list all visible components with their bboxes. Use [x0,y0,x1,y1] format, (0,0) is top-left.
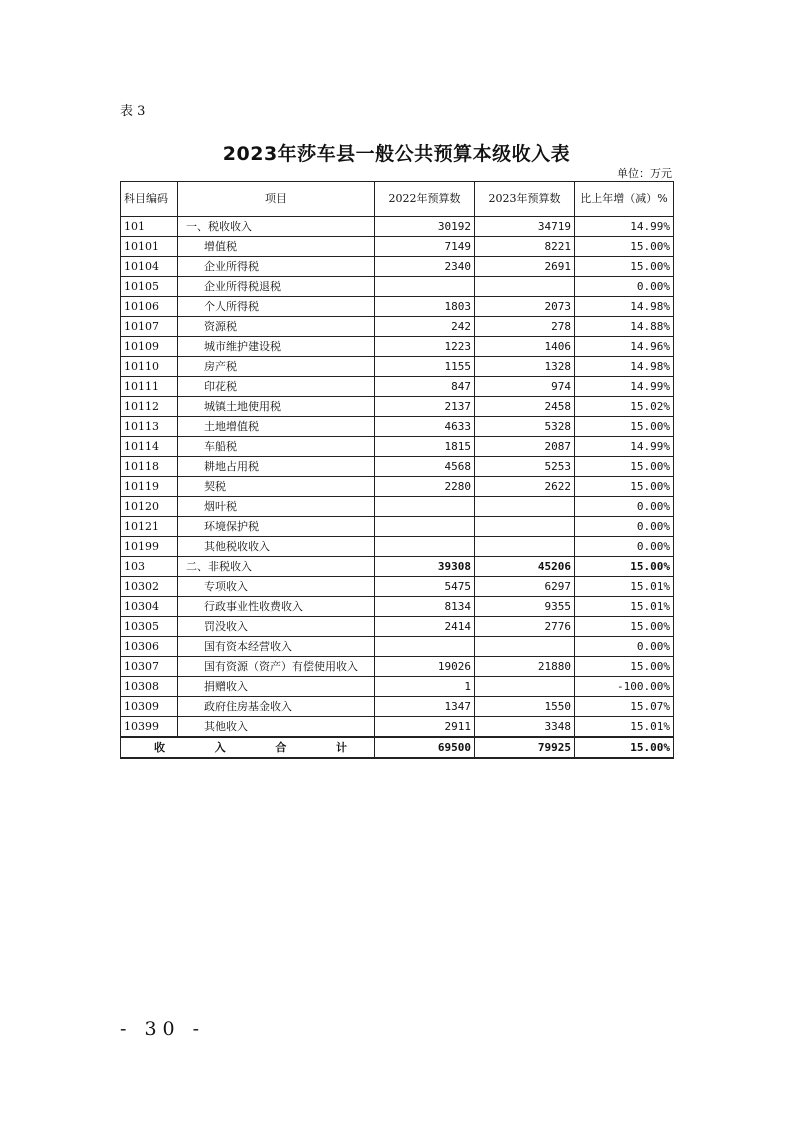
row-code: 10120 [121,497,178,517]
row-code: 10399 [121,717,178,738]
row-2023 [475,517,575,537]
row-2023 [475,277,575,297]
row-2022: 5475 [375,577,475,597]
row-item: 国有资源（资产）有偿使用收入 [178,657,375,677]
row-code: 10113 [121,417,178,437]
row-2023: 21880 [475,657,575,677]
row-item: 国有资本经营收入 [178,637,375,657]
row-2023: 5328 [475,417,575,437]
row-code: 10121 [121,517,178,537]
table-body [121,217,674,738]
row-2023: 3348 [475,717,575,738]
row-2023: 278 [475,317,575,337]
row-2022: 1815 [375,437,475,457]
row-item: 一、税收收入 [178,217,375,237]
row-item: 其他收入 [178,717,375,738]
table-row [121,317,674,337]
row-2022: 2340 [375,257,475,277]
row-2022: 8134 [375,597,475,617]
row-code: 10118 [121,457,178,477]
header-2023: 2023年预算数 [475,182,575,217]
row-2022 [375,277,475,297]
row-change: 14.88% [575,317,674,337]
total-row [121,737,674,758]
table-row [121,657,674,677]
row-code: 10306 [121,637,178,657]
row-change: 15.00% [575,237,674,257]
row-item: 企业所得税 [178,257,375,277]
row-code: 10109 [121,337,178,357]
row-code: 10304 [121,597,178,617]
row-item: 土地增值税 [178,417,375,437]
row-item: 企业所得税退税 [178,277,375,297]
table-row [121,697,674,717]
row-item: 二、非税收入 [178,557,375,577]
table-row [121,377,674,397]
row-change: 14.98% [575,357,674,377]
row-2022: 1223 [375,337,475,357]
row-change: 15.00% [575,477,674,497]
row-item: 房产税 [178,357,375,377]
row-2023: 2073 [475,297,575,317]
row-change: 15.00% [575,257,674,277]
table-row [121,277,674,297]
row-change: 0.00% [575,637,674,657]
unit-label: 单位：万元 [617,167,672,180]
row-item: 其他税收收入 [178,537,375,557]
row-code: 103 [121,557,178,577]
total-label-char: 入 [214,741,226,754]
table-row [121,637,674,657]
row-item: 专项收入 [178,577,375,597]
row-change: 14.96% [575,337,674,357]
row-code: 10112 [121,397,178,417]
row-change: 0.00% [575,537,674,557]
row-2022: 2911 [375,717,475,738]
row-item: 捐赠收入 [178,677,375,697]
row-change: 15.01% [575,717,674,738]
row-2022: 39308 [375,557,475,577]
header-row [121,182,674,217]
table-row [121,477,674,497]
table-row [121,357,674,377]
row-2023: 974 [475,377,575,397]
table-row [121,717,674,738]
row-2023: 45206 [475,557,575,577]
row-item: 城镇土地使用税 [178,397,375,417]
row-change: -100.00% [575,677,674,697]
table-row [121,617,674,637]
row-code: 10106 [121,297,178,317]
row-2023: 1328 [475,357,575,377]
row-code: 10308 [121,677,178,697]
row-2022 [375,537,475,557]
row-2022: 1803 [375,297,475,317]
table-tag: 表 3 [120,104,146,119]
row-code: 10302 [121,577,178,597]
row-item: 耕地占用税 [178,457,375,477]
row-2022 [375,517,475,537]
row-2023: 5253 [475,457,575,477]
total-change: 15.00% [575,737,674,758]
header-code: 科目编码 [121,182,178,217]
row-2022: 19026 [375,657,475,677]
total-label-char: 合 [275,741,287,754]
row-item: 资源税 [178,317,375,337]
row-item: 烟叶税 [178,497,375,517]
total-label-char: 收 [154,741,165,754]
row-change: 15.01% [575,577,674,597]
row-2023 [475,677,575,697]
row-change: 15.00% [575,657,674,677]
row-code: 10307 [121,657,178,677]
row-code: 101 [121,217,178,237]
row-item: 政府住房基金收入 [178,697,375,717]
row-2022: 1155 [375,357,475,377]
row-change: 15.01% [575,597,674,617]
row-code: 10305 [121,617,178,637]
table-row [121,217,674,237]
row-change: 0.00% [575,517,674,537]
row-2022: 847 [375,377,475,397]
row-code: 10114 [121,437,178,457]
row-2022 [375,497,475,517]
row-2022 [375,637,475,657]
header-change: 比上年增（减）% [575,182,674,217]
row-2023: 2691 [475,257,575,277]
row-2023: 2458 [475,397,575,417]
row-2022: 4568 [375,457,475,477]
row-2023: 2087 [475,437,575,457]
row-2023: 2622 [475,477,575,497]
row-2022: 242 [375,317,475,337]
row-item: 个人所得税 [178,297,375,317]
page-number: - 30 - [120,1018,206,1040]
row-2023 [475,497,575,517]
table-row [121,457,674,477]
row-2023: 2776 [475,617,575,637]
table-row [121,337,674,357]
row-change: 14.99% [575,437,674,457]
table-row [121,397,674,417]
row-2022: 1 [375,677,475,697]
row-code: 10101 [121,237,178,257]
row-item: 城市维护建设税 [178,337,375,357]
table-row [121,297,674,317]
row-2022: 4633 [375,417,475,437]
row-2022: 2414 [375,617,475,637]
table-row [121,417,674,437]
table-row [121,257,674,277]
table-row [121,577,674,597]
budget-table [120,181,674,759]
row-item: 印花税 [178,377,375,397]
row-item: 罚没收入 [178,617,375,637]
row-change: 15.00% [575,617,674,637]
row-change: 15.02% [575,397,674,417]
row-change: 15.07% [575,697,674,717]
row-item: 行政事业性收费收入 [178,597,375,617]
row-change: 14.99% [575,217,674,237]
row-code: 10110 [121,357,178,377]
table-row [121,677,674,697]
total-2022: 69500 [375,737,475,758]
row-change: 15.00% [575,417,674,437]
row-change: 14.99% [575,377,674,397]
row-change: 0.00% [575,497,674,517]
row-2023: 1406 [475,337,575,357]
row-2023 [475,537,575,557]
row-item: 车船税 [178,437,375,457]
header-2022: 2022年预算数 [375,182,475,217]
row-2023 [475,637,575,657]
row-code: 10105 [121,277,178,297]
total-label [121,737,375,758]
row-change: 15.00% [575,557,674,577]
row-code: 10111 [121,377,178,397]
row-item: 环境保护税 [178,517,375,537]
row-2022: 1347 [375,697,475,717]
row-code: 10107 [121,317,178,337]
row-2022: 30192 [375,217,475,237]
page-title: 2023年莎车县一般公共预算本级收入表 [222,143,571,165]
row-code: 10309 [121,697,178,717]
table-row [121,557,674,577]
row-change: 15.00% [575,457,674,477]
row-code: 10199 [121,537,178,557]
table-row [121,597,674,617]
table-row [121,237,674,257]
table-row [121,537,674,557]
row-2023: 9355 [475,597,575,617]
header-item: 项目 [178,182,375,217]
row-2022: 2137 [375,397,475,417]
row-2022: 2280 [375,477,475,497]
row-2023: 6297 [475,577,575,597]
row-2022: 7149 [375,237,475,257]
table-row [121,517,674,537]
total-label-char: 计 [335,741,347,754]
row-2023: 1550 [475,697,575,717]
total-2023: 79925 [475,737,575,758]
row-item: 增值税 [178,237,375,257]
row-2023: 8221 [475,237,575,257]
row-change: 0.00% [575,277,674,297]
row-code: 10119 [121,477,178,497]
row-item: 契税 [178,477,375,497]
row-code: 10104 [121,257,178,277]
row-change: 14.98% [575,297,674,317]
table-row [121,437,674,457]
row-2023: 34719 [475,217,575,237]
table-row [121,497,674,517]
